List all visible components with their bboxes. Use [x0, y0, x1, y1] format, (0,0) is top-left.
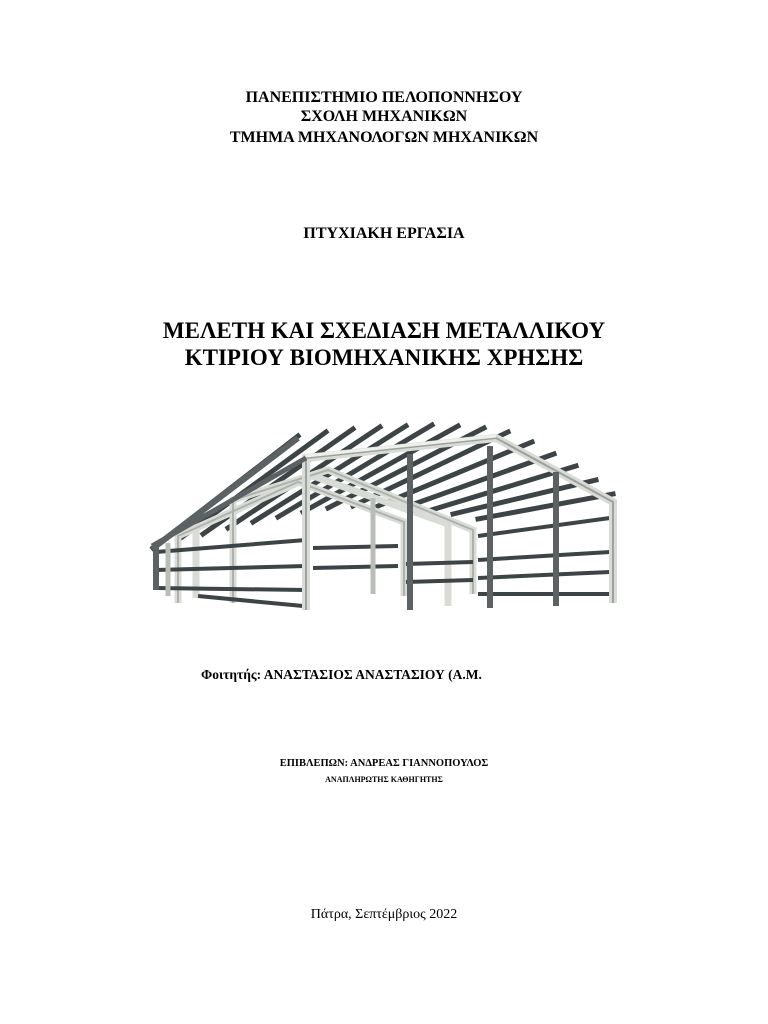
thesis-title-line-1: ΜΕΛΕΤΗ ΚΑΙ ΣΧΕΔΙΑΣΗ ΜΕΤΑΛΛΙΚΟΥ	[162, 318, 606, 343]
supervisor-line: ΕΠΙΒΛΕΠΩΝ: ΑΝΔΡΕΑΣ ΓΙΑΝΝΟΠΟΥΛΟΣ	[279, 758, 489, 769]
student-name: ΑΝΑΣΤΑΣΙΟΣ ΑΝΑΣΤΑΣΙΟΥ (Α.Μ.	[263, 667, 482, 682]
university-name: ΠΑΝΕΠΙΣΤΗΜΙΟ ΠΕΛΟΠΟΝΝΗΣΟΥ	[245, 89, 523, 106]
document-type: ΠΤΥΧΙΑΚΗ ΕΡΓΑΣΙΑ	[303, 225, 465, 242]
steel-frame-building-illustration	[148, 418, 618, 618]
place-and-date: Πάτρα, Σεπτέμβριος 2022	[310, 907, 458, 922]
student-line	[201, 667, 482, 683]
student-label: Φοιτητής:	[201, 667, 262, 682]
supervisor-role: ΑΝΑΠΛΗΡΩΤΗΣ ΚΑΘΗΓΗΤΗΣ	[325, 775, 443, 784]
thesis-title-line-2: ΚΤΙΡΙΟΥ ΒΙΟΜΗΧΑΝΙΚΗΣ ΧΡΗΣΗΣ	[184, 345, 584, 370]
department-name: ΤΜΗΜΑ ΜΗΧΑΝΟΛΟΓΩΝ ΜΗΧΑΝΙΚΩΝ	[229, 129, 539, 146]
school-name: ΣΧΟΛΗ ΜΗΧΑΝΙΚΩΝ	[300, 108, 468, 125]
